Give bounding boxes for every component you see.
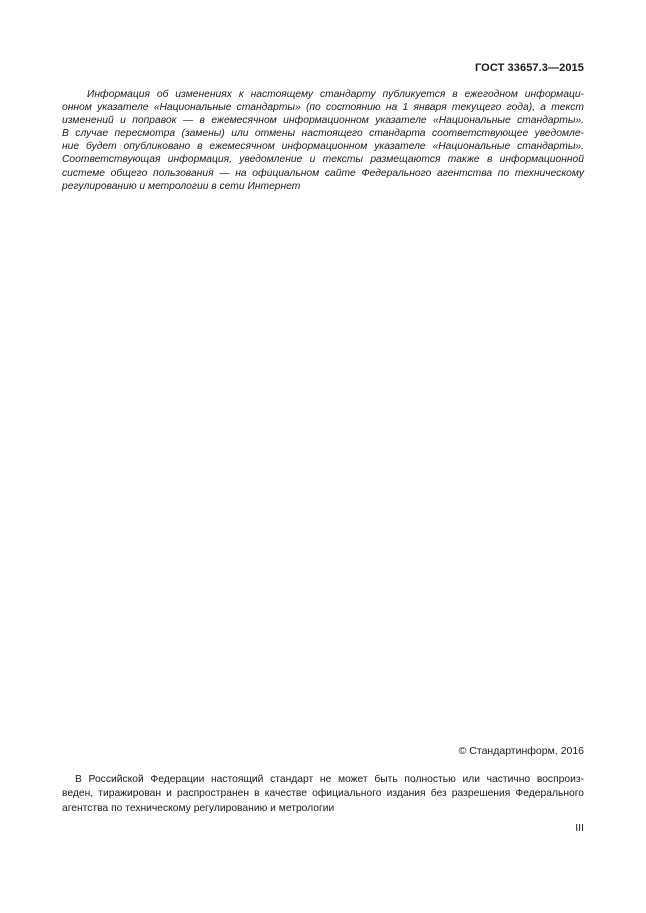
rights-line: веден, тиражирован и распространен в качестве официального издания без разрешения Федерального <box>62 788 584 800</box>
rights-line: агентства по техническому регулированию и метрологии <box>62 802 335 814</box>
rights-line: В Российской Федерации настоящий стандарт не может быть полностью или частично воспроиз- <box>75 774 584 785</box>
notice-line: ние будет опубликовано в ежемесячном информационном указателе «Национальные стандарты». <box>62 141 584 153</box>
reproduction-rights-paragraph <box>62 773 584 816</box>
document-code: ГОСТ 33657.3—2015 <box>474 62 584 74</box>
page-number: III <box>575 822 584 834</box>
notice-line: регулированию и метрологии в сети Интернет <box>62 180 301 192</box>
notice-line: системе общего пользования — на официальном сайте Федерального агентства по техническому <box>62 167 584 179</box>
notice-line: онном указателе «Национальные стандарты» (по состоянию на 1 января текущего года), а текст <box>62 102 584 114</box>
notice-line: изменений и поправок — в ежемесячном информационном указателе «Национальные стандарты». <box>62 115 584 127</box>
copyright-notice: © Стандартинформ, 2016 <box>458 745 584 757</box>
notice-line: Информация об изменениях к настоящему стандарту публикуется в ежегодном информаци- <box>87 89 584 100</box>
change-notice-paragraph <box>62 88 584 193</box>
notice-line: В случае пересмотра (замены) или отмены настоящего стандарта соответствующее уведомле- <box>62 128 584 140</box>
notice-line: Соответствующая информация, уведомление и тексты размещаются также в информационной <box>62 154 584 166</box>
